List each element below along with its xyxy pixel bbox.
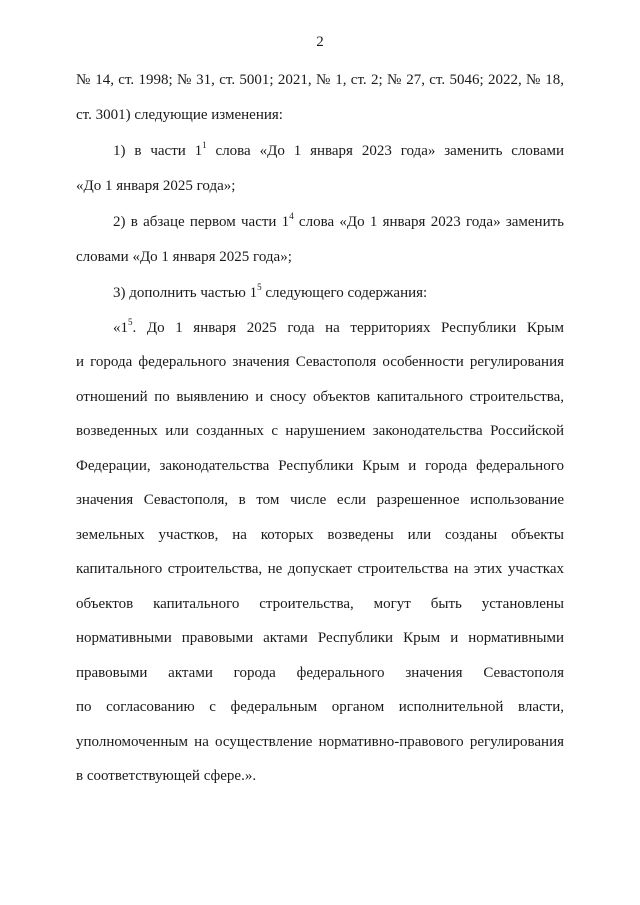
text-line-5: 2) в абзаце первом части $1^4$ слова «До 1 января 2023 года» заменить [113, 211, 565, 230]
text-line-8: «$1^5$. До 1 января 2025 года на территориях Республики Крым [113, 317, 564, 336]
text-line-4: «До 1 января 2025 года»; [76, 178, 236, 194]
text-line-12: Федерации, законодательства Республики Крым и города федерального [76, 458, 564, 474]
text-line-13: значения Севастополя, в том числе если разрешенное использование [76, 492, 564, 508]
text-line-20: уполномоченным на осуществление нормативно-правового регулирования [76, 734, 564, 750]
text-line-16: объектов капитального строительства, могут быть установлены [76, 596, 564, 612]
page-number: 2 [316, 34, 324, 50]
text-line-1: № 14, ст. 1998; № 31, ст. 5001; 2021, № 1, ст. 2; № 27, ст. 5046; 2022, № 18, [76, 72, 564, 88]
text-line-17: нормативными правовыми актами Республики Крым и нормативными [76, 630, 564, 646]
text-line-11: возведенных или созданных с нарушением законодательства Российской [76, 423, 564, 439]
text-line-19: по согласованию с федеральным органом исполнительной власти, [76, 699, 564, 715]
text-line-14: земельных участков, на которых возведены или созданы объекты [76, 527, 564, 543]
text-line-21: в соответствующей сфере.». [76, 768, 257, 784]
text-line-10: отношений по выявлению и сносу объектов капитального строительства, [76, 389, 564, 405]
text-line-15: капитального строительства, не допускает строительства на этих участках [76, 561, 564, 577]
text-line-6: словами «До 1 января 2025 года»; [76, 249, 292, 265]
text-line-7: 3) дополнить частью $1^5$ следующего содержания: [113, 282, 428, 301]
text-line-2: ст. 3001) следующие изменения: [76, 107, 283, 123]
text-line-18: правовыми актами города федерального значения Севастополя [76, 665, 564, 681]
text-line-9: и города федерального значения Севастополя особенности регулирования [76, 354, 564, 370]
text-line-3: 1) в части $1^1$ слова «До 1 января 2023 года» заменить словами [113, 140, 564, 159]
